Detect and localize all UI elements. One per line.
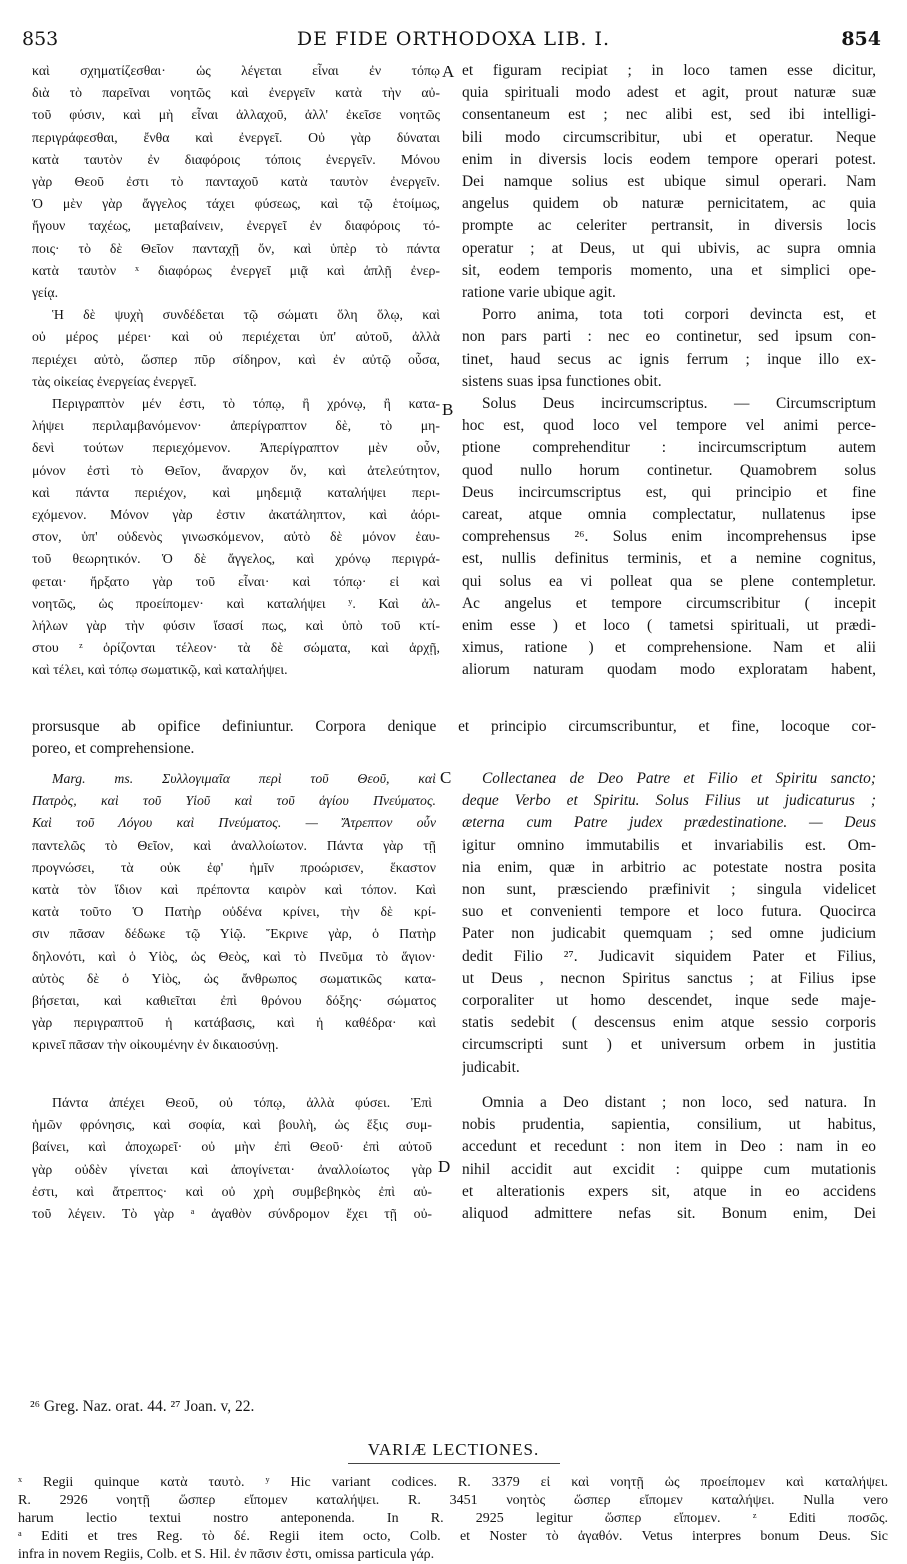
- text-line: Dei namque solius est ubique simul operari. Nam: [462, 173, 876, 191]
- text-line: igitur omnino immutabilis et invariabilis est. Om-: [462, 836, 876, 854]
- text-line: οὐ μέρος μέρει· καὶ οὐ περιέχεται ὑπ' αὐτοῦ, ἀλλὰ: [32, 329, 440, 345]
- text-line: ximus, ratione ) et comprehensione. Nam et alii: [462, 639, 876, 657]
- text-line: ἐστι, καὶ ἄτρεπτος· καὶ οὐ χρὴ συμβεβηκὸς ἐπὶ αὐ-: [32, 1183, 432, 1199]
- text-line: comprehensus ²⁶. Solus enim incomprehensus ipse: [462, 528, 876, 546]
- footnotes: ²⁶ Greg. Naz. orat. 44. ²⁷ Joan. v, 22.: [30, 1398, 255, 1415]
- text-line: λήλων γὰρ τὴν φύσιν ἴσασί πως, καὶ ὑπὸ τοῦ κτί-: [32, 618, 440, 634]
- text-line: Ac angelus et tempore circumscribitur ( incepit: [462, 594, 876, 612]
- text-line: et figuram recipiat ; in loco tamen esse dicitur,: [462, 62, 876, 79]
- text-line: κατὰ ταυτὸν ἐν διαφόροις τόποις ἐνεργεῖν. Μόνου: [32, 151, 440, 167]
- text-line: Πάντα ἀπέχει Θεοῦ, οὐ τόπῳ, ἀλλὰ φύσει. Ἐπὶ: [52, 1095, 432, 1110]
- greek-column-section-3: [32, 1092, 432, 1225]
- text-line: non pars parti : nec eo continetur, sed ipsum con-: [462, 328, 876, 346]
- text-line: παντελῶς τὸ Θεῖον, καὶ ἀναλλοίωτον. Πάντα γὰρ τῇ: [32, 837, 436, 853]
- text-line: Solus Deus incircumscriptus. — Circumscriptum: [482, 395, 876, 413]
- text-line: Καὶ τοῦ Λόγου καὶ Πνεύματος. — Ἄτρεπτον οὖν: [32, 815, 436, 831]
- text-line: corporaliter ut homo descendet, inque sede maje-: [462, 992, 876, 1010]
- text-line: λήψει περιλαμβανόμενον· ἀπερίγραπτον δὲ, τὸ μη-: [32, 418, 440, 434]
- text-line: γὰρ περιγραπτοῦ ἡ κατάβασις, καὶ ἡ καθέδρα· καὶ: [32, 1015, 436, 1031]
- text-line: σιν πᾶσαν δέδωκε τῷ Υἱῷ. Ἔκρινε γὰρ, ὁ Πατὴρ: [32, 926, 436, 942]
- text-line: nobis prudentia, sapientia, consilium, ut habitus,: [462, 1116, 876, 1134]
- margin-letter-b: B: [442, 400, 454, 419]
- text-line: τοῦ λέγειν. Τὸ γὰρ ᵃ ἀγαθὸν σύνδρομον ἔχει τῇ οὐ-: [32, 1206, 432, 1222]
- text-line: τοῦ φύσιν, καὶ μὴ εἶναι ἀλλαχοῦ, ἀλλ' ἐκεῖσε νοητῶς: [32, 107, 440, 123]
- text-line: accedunt et recedunt : non item in Deo : nam in eo: [462, 1138, 876, 1156]
- text-line: Omnia a Deo distant ; non loco, sed natura. In: [482, 1094, 876, 1111]
- title-underline: [348, 1463, 560, 1464]
- text-line: ut Deus , necnon Spiritus sanctus ; at Filius ipse: [462, 969, 876, 987]
- latin-column-section-2: [462, 768, 876, 1079]
- page-number-left: 853: [22, 28, 59, 50]
- text-line: sit, eodem temporis momento, una et simplici ope-: [462, 261, 876, 279]
- text-line: consentaneum est ; nec alibi est, sed ibi intelligi-: [462, 106, 876, 124]
- page-number-right: 854: [841, 28, 881, 50]
- text-line: hoc est, quod loco vel tempore vel animi perce-: [462, 417, 876, 435]
- text-line: prompte ac celeriter pertransit, in diversis locis: [462, 217, 876, 235]
- margin-letter-a: A: [442, 62, 455, 81]
- text-line: αὐτὸς δὲ ὁ Υἱὸς, ὡς ἄνθρωπος σωματικῶς κατα-: [32, 970, 436, 986]
- text-line: ˣ Regii quinque κατὰ ταυτὸ. ʸ Hic variant codices. R. 3379 εἰ καὶ νοητῇ ὡς προείπομεν καὶ καταλήψει.: [18, 1475, 888, 1490]
- text-line: Ἡ δὲ ψυχὴ συνδέδεται τῷ σώματι ὅλη ὅλῳ, καὶ: [52, 307, 440, 323]
- text-line: Περιγραπτὸν μέν ἐστι, τὸ τόπῳ, ἢ χρόνῳ, ἢ κατα-: [52, 396, 440, 412]
- text-line: διὰ τὸ παρεῖναι νοητῶς καὶ ἐνεργεῖν κατὰ τὴν αὐ-: [32, 85, 440, 101]
- text-line: ποις· τὸ δὲ Θεῖον πανταχῇ ὄν, καὶ ὑπὲρ τὸ πάντα: [32, 240, 440, 256]
- text-line: Pater non judicabit quemquam ; sed omne judicium: [462, 925, 876, 943]
- text-line: περιγράφεσθαι, ἔνθα καὶ ἐνεργεῖ. Οὐ γὰρ δύναται: [32, 129, 440, 145]
- text-line: est, nullis definitus terminis, et a nemine cognitus,: [462, 550, 876, 568]
- full-width-lines: [32, 716, 876, 760]
- text-line: καὶ τέλει, καὶ τόπῳ σωματικῷ, καὶ καταλήψει.: [32, 662, 288, 678]
- text-line: βαίνει, καὶ ἀποχωρεῖ· οὐ μὴν ἐπὶ Θεοῦ· ἐπὶ αὐτοῦ: [32, 1139, 432, 1155]
- text-line: R. 2926 νοητῇ ὥσπερ εἴπομεν καταλήψει. R. 3451 νοητὸς ὥσπερ εἴπομεν καταλήψει. Nulla vero: [18, 1493, 888, 1508]
- text-line: γὰρ Θεοῦ ἐστι τὸ πανταχοῦ κατὰ ταυτὸν ἐνεργεῖν.: [32, 174, 440, 190]
- margin-letter-d: D: [438, 1157, 451, 1176]
- text-line: infra in novem Regiis, Colb. et S. Hil. ἐν πᾶσιν ἐστι, omissa particula γάρ.: [18, 1547, 435, 1562]
- text-line: Deus incircumscriptus est, qui principio et fine: [462, 483, 876, 501]
- text-line: aliquod admittere nefas sit. Bonum enim, Dei: [462, 1205, 876, 1223]
- text-line: στον, ὑπ' οὐδενὸς γινωσκόμενον, αὐτὸ δὲ μόνον ἑαυ-: [32, 529, 440, 545]
- text-line: φεται· ἤρξατο γὰρ τοῦ εἶναι· καὶ τόπῳ· εἰ καὶ: [32, 573, 440, 589]
- text-line: δενὶ τούτων περιεχόμενον. Ἀπερίγραπτον μὲν οὖν,: [32, 440, 440, 456]
- margin-letter-c: C: [440, 768, 452, 787]
- text-line: ἡμῶν φρόνησις, καὶ σοφία, καὶ βουλὴ, ὡς ἕξις συμ-: [32, 1117, 432, 1133]
- text-line: τοῦ θεωρητικόν. Ὁ δὲ ἄγγελος, καὶ χρόνῳ περιγρά-: [32, 551, 440, 567]
- text-line: κατὰ τὸν ἴδιον καὶ πρέποντα καιρὸν καὶ τόπον. Καὶ: [32, 882, 436, 898]
- text-line: δηλονότι, καὶ ὁ Υἱὸς, ὡς Θεὸς, καὶ τὸ Πνεῦμα τὸ ἅγιον·: [32, 948, 436, 964]
- text-line: careat, atque omnia complectatur, nullatenus ipse: [462, 506, 876, 524]
- greek-column-section-1: [32, 60, 440, 682]
- text-line: κατὰ τοῦτο Ὁ Πατὴρ οὐδένα κρίνει, τὴν δὲ κρί-: [32, 904, 436, 920]
- text-line: harum lectio textui nostro anteponenda. In R. 2925 legitur ὥσπερ εἴπομεν. ᶻ Editi ποσῶς.: [18, 1511, 888, 1526]
- text-line: Porro anima, tota toti corpori devincta est, et: [482, 306, 876, 324]
- variae-lectiones-title: VARIÆ LECTIONES.: [367, 1440, 540, 1459]
- text-line: prorsusque ab opifice definiuntur. Corpora denique et principio circumscribuntur, et fine, locoque cor-: [32, 718, 876, 735]
- text-line: καὶ σχηματίζεσθαι· ὡς λέγεται εἶναι ἐν τόπῳ: [32, 63, 440, 78]
- text-line: νοητῶς, ὡς προείπομεν· καὶ καταλήψει ʸ. Καὶ ἀλ-: [32, 595, 440, 611]
- text-line: poreo, et comprehensione.: [32, 740, 195, 758]
- text-line: suo et convenienti tempore et loco futura. Quocirca: [462, 903, 876, 921]
- text-line: operatur ; at Deus, ut qui ubivis, ac supra omnia: [462, 239, 876, 257]
- text-line: quod nullo horum continetur. Quamobrem solus: [462, 461, 876, 479]
- text-line: aliorum naturam quodam modo exploratam habent,: [462, 661, 876, 679]
- latin-column-section-3: [462, 1092, 876, 1225]
- text-line: μόνον ἐστὶ τὸ Θεῖον, ἄναρχον ὄν, καὶ ἀτελεύτητον,: [32, 462, 440, 478]
- latin-column-section-1: [462, 60, 876, 682]
- text-line: non sunt, præsciendo præfinivit ; singula videlicet: [462, 881, 876, 899]
- text-line: nia enim, quæ in arbitrio ac potestate nostra posita: [462, 858, 876, 876]
- text-line: qui solus ea vi polleat qua se plene contempletur.: [462, 572, 876, 590]
- text-line: ἤγουν ταχέως, μεταβαίνειν, ἐνεργεῖ ἐν διαφόροις τό-: [32, 218, 440, 234]
- text-line: nihil accidit aut excidit : quippe cum mutationis: [462, 1160, 876, 1178]
- text-line: Ὁ μὲν γὰρ ἄγγελος τάχει φύσεως, καὶ τῷ ἑτοίμως,: [32, 196, 440, 212]
- text-line: ratione varie ubique agit.: [462, 284, 616, 302]
- page-header: [0, 28, 907, 54]
- text-line: εχόμενον. Μόνον γὰρ ἐστιν ἀκατάληπτον, καὶ ἀόρι-: [32, 507, 440, 523]
- text-line: καὶ πάντα περιέχον, καὶ μηδεμιᾷ καταλήψει περι-: [32, 484, 440, 500]
- text-line: τὰς οἰκείας ἐνεργείας ἐνεργεῖ.: [32, 373, 197, 389]
- text-line: circumscripti sunt ) et universum orbem in justitia: [462, 1036, 876, 1054]
- text-line: bili modo circumscribitur, ubi et operatur. Neque: [462, 128, 876, 146]
- text-line: ᵃ Editi et tres Reg. τὸ δέ. Regii item octo, Colb. et Noster τὸ ἀγαθόν. Vetus interpres bonum Deus. Sic: [18, 1529, 888, 1544]
- text-line: sistens suas ipsa functiones obit.: [462, 372, 662, 390]
- text-line: Πατρὸς, καὶ τοῦ Υἱοῦ καὶ τοῦ ἁγίου Πνεύματος.: [32, 793, 436, 809]
- text-line: deque Verbo et Spiritu. Solus Filius ut judicaturus ;: [462, 792, 876, 810]
- text-line: ptione comprehenditur : incircumscriptum autem: [462, 439, 876, 457]
- variae-lectiones-notes: [18, 1474, 888, 1564]
- text-line: judicabit.: [462, 1058, 520, 1076]
- text-line: enim in diversis locis eodem tempore operari potest.: [462, 150, 876, 168]
- text-line: tinet, haud secus ac ignis ferrum ; inque illo ex-: [462, 350, 876, 368]
- text-line: dedit Filio ²⁷. Judicavit siquidem Pater et Filius,: [462, 947, 876, 965]
- running-title: DE FIDE ORTHODOXA LIB. I.: [296, 28, 611, 50]
- text-line: στου ᶻ ὁρίζονται τέλεον· τὰ δὲ σώματα, καὶ ἀρχῇ,: [32, 640, 440, 656]
- text-line: Collectanea de Deo Patre et Filio et Spiritu sancto;: [482, 770, 876, 787]
- text-line: βήσεται, καὶ καθιεῖται ἐπὶ θρόνου δόξης· σώματος: [32, 993, 436, 1009]
- text-line: γείᾳ.: [32, 285, 59, 301]
- text-line: æterna cum Patre judex prædestinatione. — Deus: [462, 814, 876, 832]
- text-line: κρινεῖ πᾶσαν τὴν οἰκουμένην ἐν δικαιοσύνῃ.: [32, 1037, 279, 1053]
- text-line: προγνώσει, τὰ οὐκ ἐφ' ἡμῖν προώρισεν, ἕκαστον: [32, 859, 436, 875]
- text-line: quia spirituali modo adest et agit, prout naturæ suæ: [462, 84, 876, 102]
- text-line: statis sedebit ( descensus enim atque sessio corporis: [462, 1014, 876, 1032]
- text-line: γὰρ οὐδὲν γίνεται καὶ ἀπογίνεται· ἀναλλοίωτος γὰρ: [32, 1161, 432, 1177]
- greek-column-section-2: [32, 768, 436, 1057]
- text-line: Marg. ms. Συλλογιμαῖα περὶ τοῦ Θεοῦ, καὶ: [52, 771, 436, 786]
- text-line: κατὰ ταυτὸν ˣ διαφόρως ἐνεργεῖ μιᾷ καὶ ἁπλῇ ἐνερ-: [32, 262, 440, 278]
- text-line: et alterationis expers sit, atque in eo accidens: [462, 1182, 876, 1200]
- text-line: enim esse ) et loco ( tametsi spirituali, ut prædi-: [462, 617, 876, 635]
- text-line: περιέχει αὐτὸ, ὥσπερ πῦρ σίδηρον, καὶ ἐν αὐτῷ οὖσα,: [32, 351, 440, 367]
- text-line: angelus quidem ob naturæ pernicitatem, ac quia: [462, 195, 876, 213]
